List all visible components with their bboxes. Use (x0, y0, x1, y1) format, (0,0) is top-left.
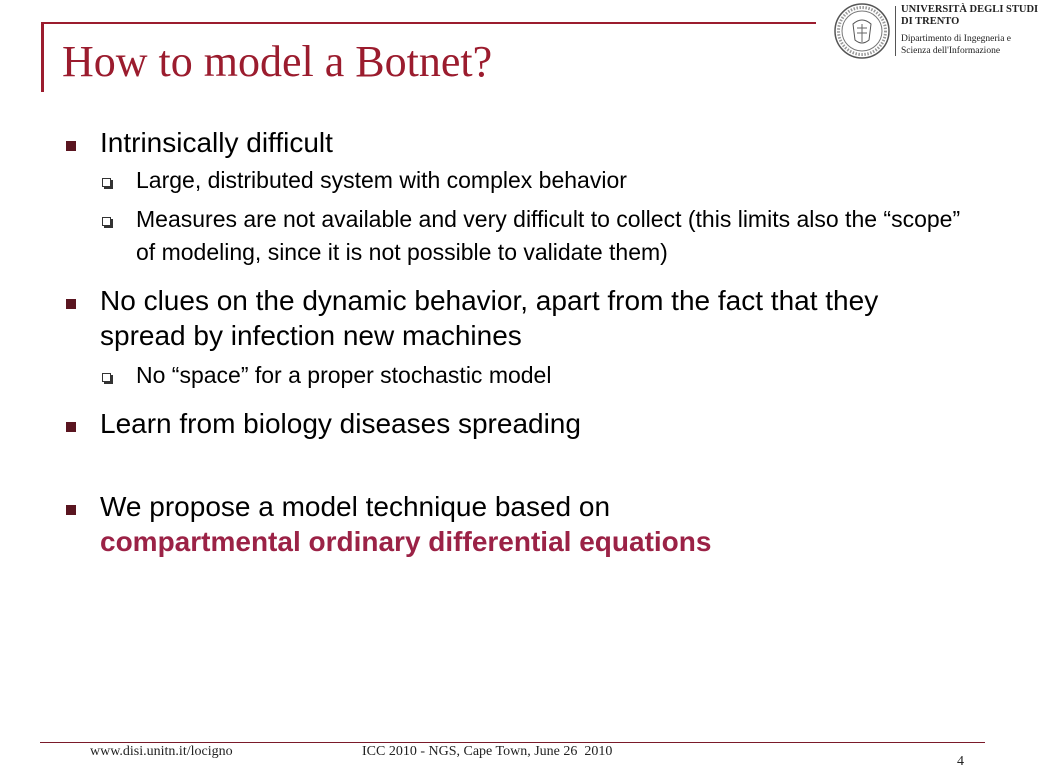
sub-bullet-item (66, 203, 966, 269)
slide-title: How to model a Botnet? (62, 37, 493, 86)
logo-university-line-1: UNIVERSITÀ DEGLI STUDI (901, 4, 1038, 15)
logo-text (901, 4, 1038, 57)
checkbox-bullet-icon (102, 217, 111, 226)
bullet-text: Intrinsically difficult (100, 127, 333, 158)
bullet-item (66, 406, 966, 441)
sub-bullet-text: Large, distributed system with complex behavior (136, 167, 627, 193)
university-seal-icon (833, 2, 891, 60)
title-top-rule (41, 22, 816, 24)
logo-divider (895, 6, 896, 56)
square-bullet-icon (66, 505, 76, 515)
sub-bullet-item (66, 359, 966, 392)
bullet-text: We propose a model technique based on (100, 491, 611, 522)
bullet-item (66, 489, 966, 559)
logo-department-line-2: Scienza dell'Informazione (901, 45, 1001, 56)
square-bullet-icon (66, 422, 76, 432)
bullet-item (66, 283, 966, 353)
bullet-item (66, 125, 966, 160)
footer-rule (40, 742, 985, 743)
page-number: 4 (957, 754, 964, 769)
square-bullet-icon (66, 141, 76, 151)
logo-department-line-1: Dipartimento di Ingegneria e (901, 34, 1012, 44)
emphasis-text: compartmental ordinary differential equations (100, 526, 712, 557)
sub-bullet-item (66, 164, 966, 197)
slide-content (66, 125, 966, 559)
checkbox-bullet-icon (102, 178, 111, 187)
square-bullet-icon (66, 299, 76, 309)
footer-event: ICC 2010 - NGS, Cape Town, June 26 2010 (362, 744, 613, 759)
title-left-rule (41, 22, 44, 92)
sub-bullet-text: Measures are not available and very difficult to collect (this limits also the “scope” of modeling, since it is not possible to validate them) (136, 206, 961, 265)
university-logo (833, 2, 1038, 62)
checkbox-bullet-icon (102, 373, 111, 382)
sub-bullet-text: No “space” for a proper stochastic model (136, 362, 552, 388)
logo-university-line-2: DI TRENTO (901, 16, 960, 27)
footer-url: www.disi.unitn.it/locigno (90, 744, 233, 759)
bullet-text: Learn from biology diseases spreading (100, 408, 581, 439)
bullet-text: No clues on the dynamic behavior, apart from the fact that they spread by infection new machines (100, 285, 879, 351)
